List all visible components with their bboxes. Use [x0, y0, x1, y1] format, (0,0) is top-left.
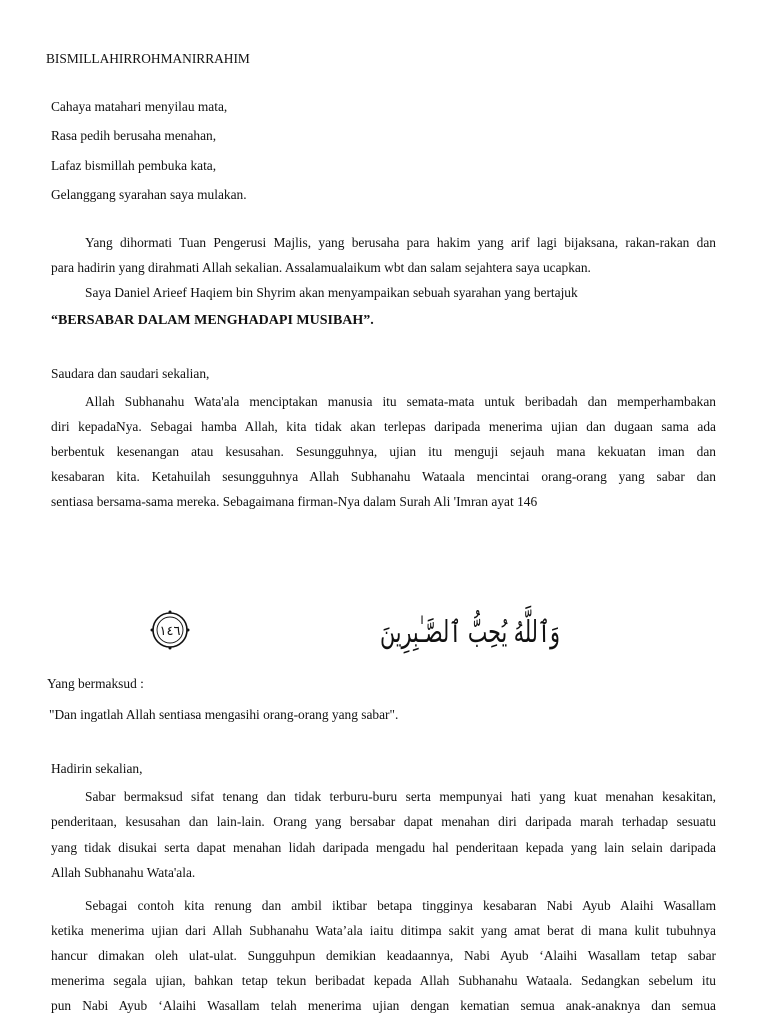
intro-paragraph-line: Yang dihormati Tuan Pengerusi Majlis, yang berusaha para hakim yang arif lagi bijaksana, rakan-rakan dan: [85, 235, 716, 250]
speech-title: “BERSABAR DALAM MENGHADAPI MUSIBAH”.: [51, 313, 374, 328]
verse-arabic-text: وَٱللَّهُ يُحِبُّ ٱلصَّـٰبِرِينَ: [380, 615, 642, 650]
section1-line: diri kepadaNya. Sebagai hamba Allah, kita tidak akan terlepas daripada menerima ujian dan dugaan sama ada: [51, 419, 716, 434]
ayah-number-medallion: [151, 611, 190, 650]
pantun-line-4: Gelanggang syarahan saya mulakan.: [51, 187, 247, 202]
section2-line: penderitaan, kesusahan dan lain-lain. Orang yang bersabar dapat menahan diri daripada marah terhadap sesuatu: [51, 814, 716, 829]
section3-line: pun Nabi Ayub ‘Alaihi Wasallam telah menerima ujian dengan kematian semua anak-anaknya dan semua: [51, 998, 716, 1013]
ayah-number: ١٤٦: [159, 624, 181, 639]
section1-line: berbentuk kesenangan atau kesusahan. Sesungguhnya, ujian itu menguji sejauh mana kekuatan iman dan: [51, 444, 716, 459]
quran-verse-calligraphy: [148, 600, 642, 660]
section3-line: menerima segala ujian, bahkan tetap tekun beribadat kepada Allah Subhanahu Wataala. Sedangkan sebelum itu: [51, 973, 716, 988]
section1-line: sentiasa bersama-sama mereka. Sebagaimana firman-Nya dalam Surah Ali 'Imran ayat 146: [51, 494, 538, 509]
intro-paragraph-line: para hadirin yang dirahmati Allah sekalian. Assalamualaikum wbt dan salam sejahtera saya ucapkan.: [51, 260, 591, 275]
section2-line: Allah Subhanahu Wata'ala.: [51, 865, 196, 880]
section1-line: kesabaran kita. Ketahuilah sesungguhnya Allah Subhanahu Wataala mencintai orang-orang yang sabar dan: [51, 469, 716, 484]
section2-line: Sabar bermaksud sifat tenang dan tidak terburu-buru serta mempunyai hati yang kuat menahan kesakitan,: [85, 789, 716, 804]
section2-greeting: Hadirin sekalian,: [51, 761, 143, 776]
section1-greeting: Saudara dan saudari sekalian,: [51, 366, 210, 381]
meaning-label: Yang bermaksud :: [47, 676, 144, 691]
pantun-line-1: Cahaya matahari menyilau mata,: [51, 99, 228, 114]
pantun-line-2: Rasa pedih berusaha menahan,: [51, 128, 217, 143]
meaning-text: "Dan ingatlah Allah sentiasa mengasihi orang-orang yang sabar".: [49, 707, 399, 722]
section2-line: yang tidak disukai serta dapat menahan lidah daripada mengadu hal penderitaan kepada yang lain selain daripada: [51, 840, 716, 855]
basmalah-header: BISMILLAHIRROHMANIRRAHIM: [46, 51, 250, 66]
pantun-line-3: Lafaz bismillah pembuka kata,: [51, 158, 217, 173]
section1-line: Allah Subhanahu Wata'ala menciptakan manusia itu semata-mata untuk beribadah dan memperhambakan: [85, 394, 716, 409]
section3-line: hancur dimakan oleh ulat-ulat. Sungguhpun demikian keadaannya, Nabi Ayub ‘Alaihi Wasallam tetap sabar: [51, 948, 716, 963]
section3-line: Sebagai contoh kita renung dan ambil iktibar betapa tingginya kesabaran Nabi Ayub Alaihi Wasallam: [85, 898, 716, 913]
section3-line: ketika menerima ujian dari Allah Subhanahu Wata’ala iaitu ditimpa sakit yang amat berat di mana kulit tubuhnya: [51, 923, 716, 938]
intro-paragraph-line: Saya Daniel Arieef Haqiem bin Shyrim akan menyampaikan sebuah syarahan yang bertajuk: [85, 285, 578, 300]
